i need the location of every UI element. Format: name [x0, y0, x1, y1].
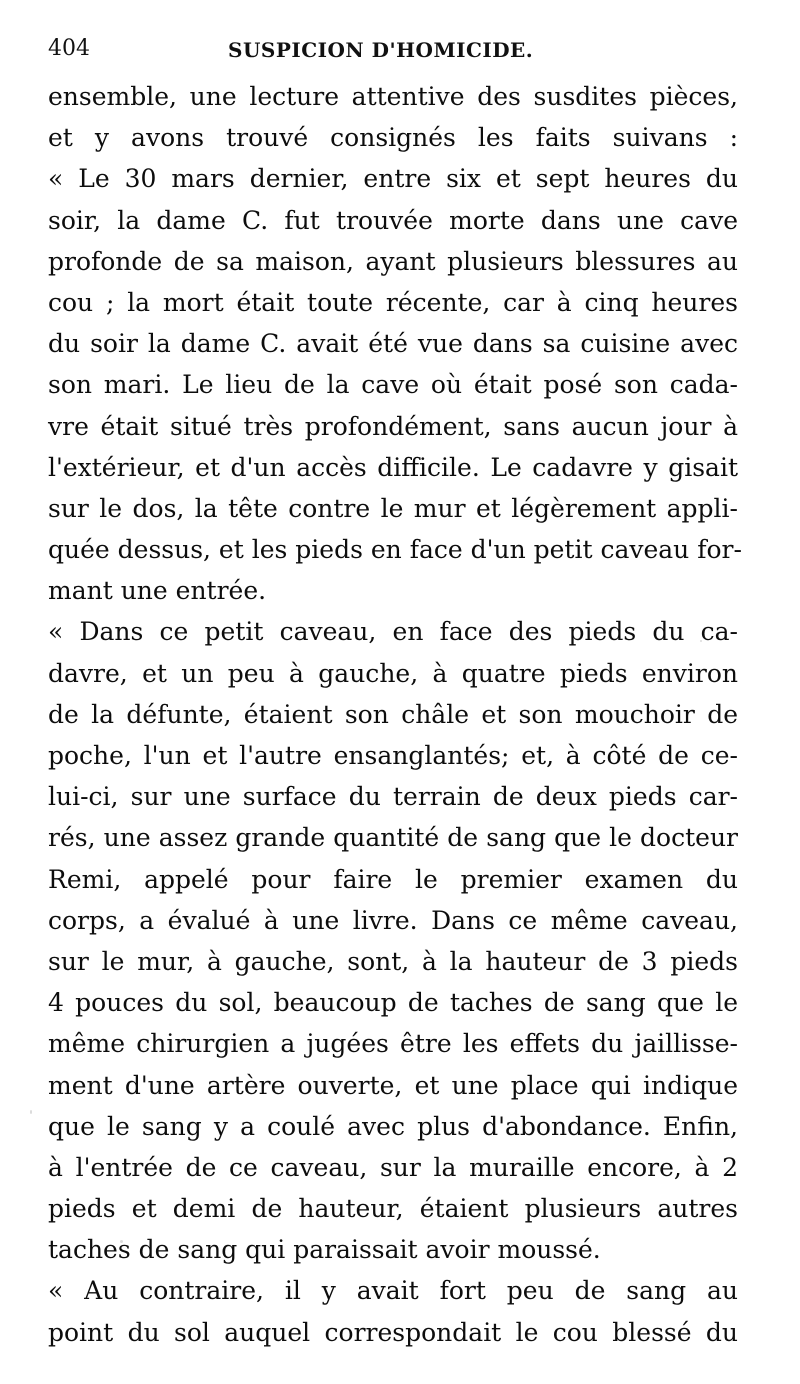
paper-speck: [30, 1110, 32, 1114]
running-title: SUSPICION D'HOMICIDE.: [228, 38, 534, 62]
text-line: poche, l'un et l'autre ensanglantés; et, à côté de ce-: [48, 741, 738, 770]
text-line: mant une entrée.: [48, 576, 267, 606]
text-line: davre, et un peu à gauche, à quatre pieds environ: [48, 658, 738, 688]
paper-speck: [700, 640, 702, 642]
text-line: lui-ci, sur une surface du terrain de deux pieds car-: [48, 782, 738, 812]
text-line: sur le dos, la tête contre le mur et légèrement appli-: [48, 493, 738, 523]
text-line: sur le mur, à gauche, sont, à la hauteur de 3 pieds: [48, 946, 738, 976]
text-line: de la défunte, étaient son châle et son mouchoir de: [48, 699, 738, 729]
text-line: profonde de sa maison, ayant plusieurs blessures au: [48, 246, 738, 276]
text-line: « Le 30 mars dernier, entre six et sept heures du: [48, 164, 738, 194]
text-line: pieds et demi de hauteur, étaient plusieurs autres: [48, 1194, 738, 1224]
text-line: soir, la dame C. fut trouvée morte dans une cave: [48, 205, 738, 235]
text-line: son mari. Le lieu de la cave où était posé son cada-: [48, 370, 738, 400]
text-line: 4 pouces du sol, beaucoup de taches de sang que le: [48, 988, 738, 1018]
page-header: [48, 36, 738, 76]
body-text: [48, 76, 742, 1353]
text-line: ment d'une artère ouverte, et une place qui indique: [48, 1070, 738, 1100]
text-line: rés, une assez grande quantité de sang que le docteur: [48, 823, 738, 853]
paper-speck: [120, 1240, 123, 1243]
text-line: du soir la dame C. avait été vue dans sa cuisine avec: [48, 329, 738, 359]
text-line: cou ; la mort était toute récente, car à cinq heures: [48, 287, 738, 317]
text-line: taches de sang qui paraissait avoir moussé.: [48, 1235, 601, 1265]
text-line: point du sol auquel correspondait le cou blessé du: [48, 1317, 738, 1347]
text-line: que le sang y a coulé avec plus d'abondance. Enfin,: [48, 1111, 738, 1141]
text-line: quée dessus, et les pieds en face d'un petit caveau for-: [48, 535, 742, 565]
text-line: ensemble, une lecture attentive des susdites pièces,: [48, 82, 738, 111]
text-line: à l'entrée de ce caveau, sur la muraille encore, à 2: [48, 1152, 738, 1182]
text-line: vre était situé très profondément, sans aucun jour à: [48, 411, 738, 441]
text-line: « Dans ce petit caveau, en face des pieds du ca-: [48, 617, 738, 647]
text-line: l'extérieur, et d'un accès difficile. Le cadavre y gisait: [48, 452, 738, 482]
text-line: et y avons trouvé consignés les faits suivans :: [48, 123, 738, 153]
page-number: 404: [48, 36, 90, 61]
text-line: même chirurgien a jugées être les effets du jaillisse-: [48, 1029, 738, 1059]
text-line: « Au contraire, il y avait fort peu de sang au: [48, 1276, 738, 1306]
text-line: Remi, appelé pour faire le premier examen du: [48, 864, 738, 894]
text-line: corps, a évalué à une livre. Dans ce même caveau,: [48, 905, 738, 935]
